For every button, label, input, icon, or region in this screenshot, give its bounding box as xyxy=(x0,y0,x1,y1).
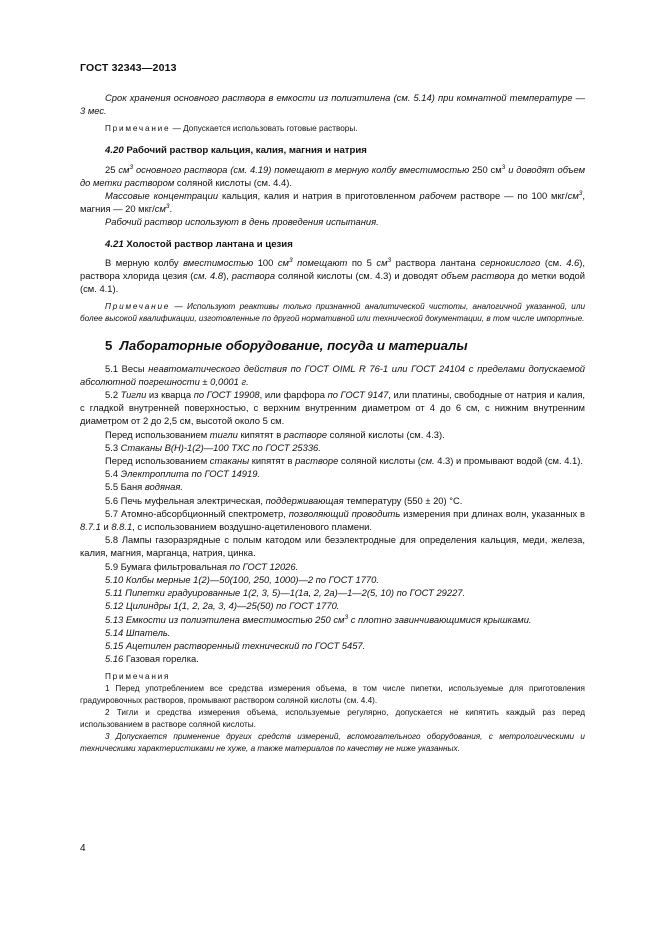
item-5-10: 5.10 Колбы мерные 1(2)—50(100, 250, 1000)—2 по ГОСТ 1770. xyxy=(105,573,379,585)
paragraph-4-20-2: Массовые концентрации кальция, калия и натрия в приготовленном рабочем растворе — по 100 мкг/$см^3$, магния — 20 мкг/$см^3$. xyxy=(80,189,585,215)
paragraph-4-21-1: В мерную колбу вместимостью 100 $см^3$ помещают по 5 $см^3$ раствора лантана сернокислого (см. 4.6), раствора хлорида цезия (см. 4.8), раствора соляной кислоты (см. 4.3) и доводят объем раствора до метки водой (см. 4.1). xyxy=(80,256,586,295)
item-5-8: 5.8 Лампы газоразрядные с полым катодом или безэлектродные для определения кальция, меди, железа, калия, магния, марганца, натрия, цинка. xyxy=(80,534,585,559)
note-1: 1 Перед употреблением все средства измерения объема, в том числе пипетки, используемые для приготовления градуировочных растворов, промывают раствором соляной кислоты (см. 4.4). xyxy=(80,684,585,706)
item-5-15: 5.15 Ацетилен растворенный технический по ГОСТ 5457. xyxy=(105,639,366,651)
item-5-2-prep: Перед использованием тигли кипятят в растворе соляной кислоты (см. 4.3). xyxy=(105,428,445,440)
page-content xyxy=(80,91,585,755)
item-5-7: 5.7 Атомно-абсорбционный спектрометр, позволяющий проводить измерения при длинах волн, указанных в 8.7.1 и 8.8.1, с использованием воздушно-ацетиленового пламени. xyxy=(80,507,585,533)
note-ready-solutions: Примечание — Допускается использовать готовые растворы. xyxy=(105,124,358,134)
note-reagents: Примечание — Используют реактивы только признанной аналитической чистоты, аналогичной указанной, или более высокой квалификации, изготовленные по другой нормативной или технической документации, в том числе импортные. xyxy=(80,302,585,324)
section-4-21-heading: 4.21 Холостой раствор лантана и цезия xyxy=(105,238,293,250)
section-5-heading: 5 Лабораторные оборудование, посуда и материалы xyxy=(105,338,468,354)
item-5-1: 5.1 Весы неавтоматического действия по ГОСТ OIML R 76-1 или ГОСТ 24104 с пределами допускаемой абсолютной погрешности ± 0,0001 г. xyxy=(80,362,585,387)
item-5-2: 5.2 Тигли из кварца по ГОСТ 19908, или фарфора по ГОСТ 9147, или платины, свободные от натрия и калия, с гладкой внутренней поверхностью, с верхним внутренним диаметром от 4 до 6 см, с нижним внутренним диаметром от 2 до 2,5 см, высотой около 5 см. xyxy=(80,389,585,427)
note-2: 2 Тигли и средства измерения объема, используемые регулярно, допускается не кипятить каждый раз перед использованием в растворе соляной кислоты. xyxy=(80,708,585,730)
paragraph-4-20-3: Рабочий раствор используют в день проведения испытания. xyxy=(105,216,379,228)
item-5-12: 5.12 Цилиндры 1(1, 2, 2а, 3, 4)—25(50) по ГОСТ 1770. xyxy=(105,600,340,612)
item-5-5: 5.5 Баня водяная. xyxy=(105,481,183,493)
item-5-11: 5.11 Пипетки градуированные 1(2, 3, 5)—1(1а, 2, 2а)—1—2(5, 10) по ГОСТ 29227. xyxy=(105,587,466,599)
page-number: 4 xyxy=(80,843,86,854)
item-5-14: 5.14 Шпатель. xyxy=(105,626,171,638)
item-5-13: 5.13 Емкости из полиэтилена вместимостью 250 $см^3$ с плотно завинчивающимися крышками. xyxy=(105,613,532,625)
item-5-4: 5.4 Электроплита по ГОСТ 14919. xyxy=(105,468,261,480)
standard-header: ГОСТ 32343—2013 xyxy=(80,62,177,74)
item-5-3-prep: Перед использованием стаканы кипятят в растворе соляной кислоты (см. 4.3) и промывают водой (см. 4.1). xyxy=(105,455,583,467)
notes-label: Примечания xyxy=(105,672,171,682)
section-4-20-heading: 4.20 Рабочий раствор кальция, калия, магния и натрия xyxy=(105,145,367,157)
item-5-3: 5.3 Стаканы В(Н)-1(2)—100 ТХС по ГОСТ 25336. xyxy=(105,441,321,453)
item-5-16: 5.16 Газовая горелка. xyxy=(105,653,199,665)
item-5-6: 5.6 Печь муфельная электрическая, поддерживающая температуру (550 ± 20) °С. xyxy=(105,494,463,506)
item-5-9: 5.9 Бумага фильтровальная по ГОСТ 12026. xyxy=(105,560,299,572)
storage-paragraph: Срок хранения основного раствора в емкости из полиэтилена (см. 5.14) при комнатной температуре — 3 мес. xyxy=(80,92,585,117)
note-3: 3 Допускается применение других средств измерений, вспомогательного оборудования, с метрологическими и техническими характеристиками не хуже, а также материалов по качеству не ниже указанных. xyxy=(80,732,585,754)
paragraph-4-20-1: 25 $см^3$ основного раствора (см. 4.19) помещают в мерную колбу вместимостью 250 $см^3$ и доводят объем до метки раствором соляной кислоты (см. 4.4). xyxy=(80,163,586,188)
